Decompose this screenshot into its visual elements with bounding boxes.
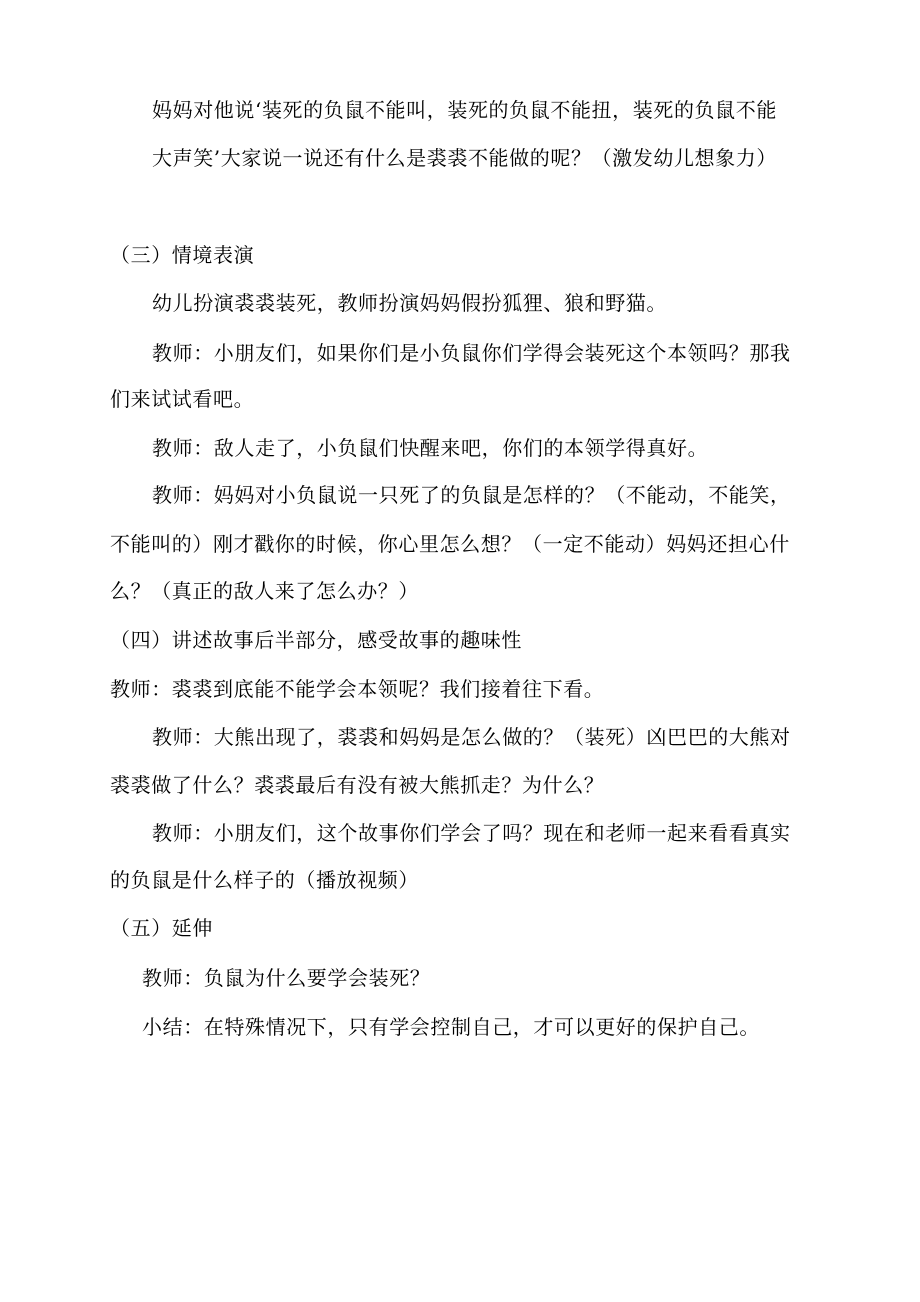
paragraph-line: 不能叫的）刚才戳你的时候，你心里怎么想？（一定不能动）妈妈还担心什 — [110, 532, 790, 556]
section-heading: （三）情境表演 — [110, 243, 255, 267]
paragraph-line: 大声笑’大家说一说还有什么是裘裘不能做的呢？（激发幼儿想象力） — [152, 146, 777, 170]
section-heading: （四）讲述故事后半部分，感受故事的趣味性 — [110, 628, 522, 652]
paragraph-line: 教师：大熊出现了，裘裘和妈妈是怎么做的？（装死）凶巴巴的大熊对 — [152, 725, 791, 749]
section-heading: （五）延伸 — [110, 916, 213, 940]
paragraph-line: 教师：负鼠为什么要学会装死？ — [142, 966, 431, 990]
paragraph-line: 教师：小朋友们，如果你们是小负鼠你们学得会装死这个本领吗？那我 — [152, 341, 791, 365]
paragraph-line: 裘裘做了什么？裘裘最后有没有被大熊抓走？为什么？ — [110, 773, 605, 797]
paragraph-line: 们来试试看吧。 — [110, 387, 255, 411]
paragraph-line: 么？（真正的敌人来了怎么办？） — [110, 579, 419, 603]
paragraph-line: 的负鼠是什么样子的（播放视频） — [110, 868, 419, 892]
summary-line: 小结：在特殊情况下，只有学会控制自己，才可以更好的保护自己。 — [142, 1015, 760, 1039]
paragraph-line: 教师：小朋友们，这个故事你们学会了吗？现在和老师一起来看看真实 — [152, 821, 791, 845]
paragraph-line: 教师：敌人走了，小负鼠们快醒来吧，你们的本领学得真好。 — [152, 436, 709, 460]
paragraph-line: 教师：裘裘到底能不能学会本领呢？我们接着往下看。 — [110, 677, 605, 701]
paragraph-line: 幼儿扮演裘裘装死，教师扮演妈妈假扮狐狸、狼和野猫。 — [152, 291, 667, 315]
paragraph-line: 妈妈对他说‘装死的负鼠不能叫，装死的负鼠不能扭，装死的负鼠不能 — [152, 98, 777, 122]
paragraph-line: 教师：妈妈对小负鼠说一只死了的负鼠是怎样的？（不能动，不能笑， — [152, 483, 791, 507]
